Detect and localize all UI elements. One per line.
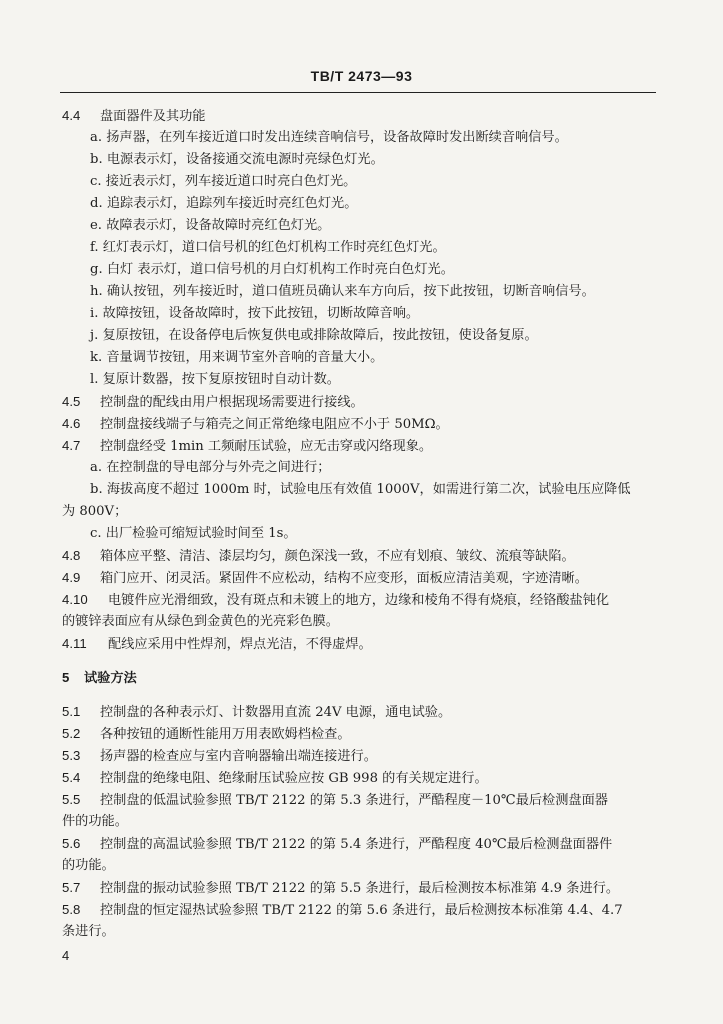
clause-number: 4.11 <box>62 636 87 651</box>
list-item: c. 出厂检验可缩短试验时间至 1s。 <box>90 526 297 541</box>
list-item: b. 电源表示灯，设备接通交流电源时亮绿色灯光。 <box>90 152 384 167</box>
clause-4-4-heading <box>62 105 662 127</box>
list-item: k. 音量调节按钮，用来调节室外音响的音量大小。 <box>90 350 384 365</box>
clause-text: 控制盘的配线由用户根据现场需要进行接线。 <box>100 395 364 410</box>
section-5-heading <box>62 667 662 689</box>
clause-text: 控制盘的恒定湿热试验参照 TB/T 2122 的第 5.6 条进行，最后检测按本标准第 4.4、4.7 <box>100 903 623 918</box>
clause-number: 4.8 <box>62 548 81 563</box>
clause-text: 控制盘的绝缘电阻、绝缘耐压试验应按 GB 998 的有关规定进行。 <box>100 771 488 786</box>
list-item: c. 接近表示灯，列车接近道口时亮白色灯光。 <box>90 174 357 189</box>
section-gap <box>62 655 662 667</box>
list-item: a. 在控制盘的导电部分与外壳之间进行； <box>90 460 331 475</box>
section-title: 试验方法 <box>84 671 137 686</box>
clause-number: 4.6 <box>62 416 81 431</box>
clause-5-8 <box>62 899 662 921</box>
list-item: d. 追踪表示灯，追踪列车接近时亮红色灯光。 <box>90 196 358 211</box>
clause-5-2 <box>62 723 662 745</box>
clause-number: 5.6 <box>62 836 81 851</box>
clause-number: 4.9 <box>62 570 81 585</box>
clause-4-8 <box>62 545 662 567</box>
clause-text: 控制盘的高温试验参照 TB/T 2122 的第 5.4 条进行，严酷程度 40℃最后检测盘面器件 <box>100 837 613 852</box>
list-item: j. 复原按钮，在设备停电后恢复供电或排除故障后，按此按钮，使设备复原。 <box>90 328 538 343</box>
clause-5-3 <box>62 745 662 767</box>
section-number: 5 <box>62 670 70 685</box>
list-item-continuation: 为 800V； <box>62 504 128 519</box>
clause-continuation: 的镀锌表面应有从绿色到金黄色的光亮彩色膜。 <box>62 614 339 629</box>
clause-text: 控制盘接线端子与箱壳之间正常绝缘电阻应不小于 50MΩ。 <box>100 417 449 432</box>
clause-5-1 <box>62 701 662 723</box>
clause-text: 箱体应平整、清洁、漆层均匀，颜色深浅一致，不应有划痕、皱纹、流痕等缺陷。 <box>100 549 575 564</box>
clause-number: 5.8 <box>62 902 81 917</box>
clause-number: 4.7 <box>62 438 81 453</box>
clause-4-7 <box>62 435 662 457</box>
clause-5-5 <box>62 789 662 811</box>
clause-text: 控制盘的振动试验参照 TB/T 2122 的第 5.5 条进行，最后检测按本标准第 4.9 条进行。 <box>100 881 620 896</box>
list-item: a. 扬声器，在列车接近道口时发出连续音响信号，设备故障时发出断续音响信号。 <box>90 130 568 145</box>
clause-continuation: 件的功能。 <box>62 814 128 829</box>
clause-number: 4.4 <box>62 108 81 123</box>
clause-number: 5.5 <box>62 792 81 807</box>
clause-text: 箱门应开、闭灵活。紧固件不应松动，结构不应变形，面板应清洁美观，字迹清晰。 <box>100 571 588 586</box>
clause-number: 4.5 <box>62 394 81 409</box>
clause-text: 控制盘的低温试验参照 TB/T 2122 的第 5.3 条进行，严酷程度－10℃最后检测盘面器 <box>100 793 608 808</box>
clause-number: 4.10 <box>62 592 88 607</box>
clause-number: 5.7 <box>62 880 81 895</box>
clause-4-10 <box>62 589 662 611</box>
standard-number-header: TB/T 2473—93 <box>310 68 413 84</box>
clause-text: 控制盘经受 1min 工频耐压试验，应无击穿或闪络现象。 <box>100 439 433 454</box>
clause-text: 扬声器的检查应与室内音响器输出端连接进行。 <box>100 749 377 764</box>
list-item: b. 海拔高度不超过 1000m 时，试验电压有效值 1000V，如需进行第二次，试验电压应降低 <box>90 482 631 497</box>
clause-number: 5.2 <box>62 726 81 741</box>
header-rule <box>60 92 656 93</box>
clause-5-6 <box>62 833 662 855</box>
document-body <box>62 105 662 943</box>
list-item: h. 确认按钮，列车接近时，道口值班员确认来车方向后，按下此按钮，切断音响信号。 <box>90 284 595 299</box>
clause-number: 5.4 <box>62 770 81 785</box>
clause-text: 各种按钮的通断性能用万用表欧姆档检查。 <box>100 727 351 742</box>
clause-4-5 <box>62 391 662 413</box>
page-number: 4 <box>62 948 70 963</box>
clause-4-9 <box>62 567 662 589</box>
clause-number: 5.3 <box>62 748 81 763</box>
clause-continuation: 条进行。 <box>62 924 115 939</box>
section-gap <box>62 689 662 701</box>
clause-text: 控制盘的各种表示灯、计数器用直流 24V 电源，通电试验。 <box>100 705 452 720</box>
clause-title: 盘面器件及其功能 <box>100 109 206 124</box>
list-item: e. 故障表示灯，设备故障时亮红色灯光。 <box>90 218 331 233</box>
clause-4-6 <box>62 413 662 435</box>
clause-continuation: 的功能。 <box>62 858 115 873</box>
clause-5-4 <box>62 767 662 789</box>
list-item: g. 白灯 表示灯，道口信号机的月白灯机构工作时亮白色灯光。 <box>90 262 454 277</box>
clause-5-7 <box>62 877 662 899</box>
list-item: l. 复原计数器，按下复原按钮时自动计数。 <box>90 372 340 387</box>
list-item: i. 故障按钮，设备故障时，按下此按钮，切断故障音响。 <box>90 306 420 321</box>
clause-text: 配线应采用中性焊剂，焊点光洁，不得虚焊。 <box>108 637 372 652</box>
clause-number: 5.1 <box>62 704 81 719</box>
list-item: f. 红灯表示灯，道口信号机的红色灯机构工作时亮红色灯光。 <box>90 240 446 255</box>
clause-4-11 <box>62 633 662 655</box>
clause-text: 电镀件应光滑细致，没有斑点和未镀上的地方，边缘和棱角不得有烧痕，经铬酸盐钝化 <box>108 593 610 608</box>
